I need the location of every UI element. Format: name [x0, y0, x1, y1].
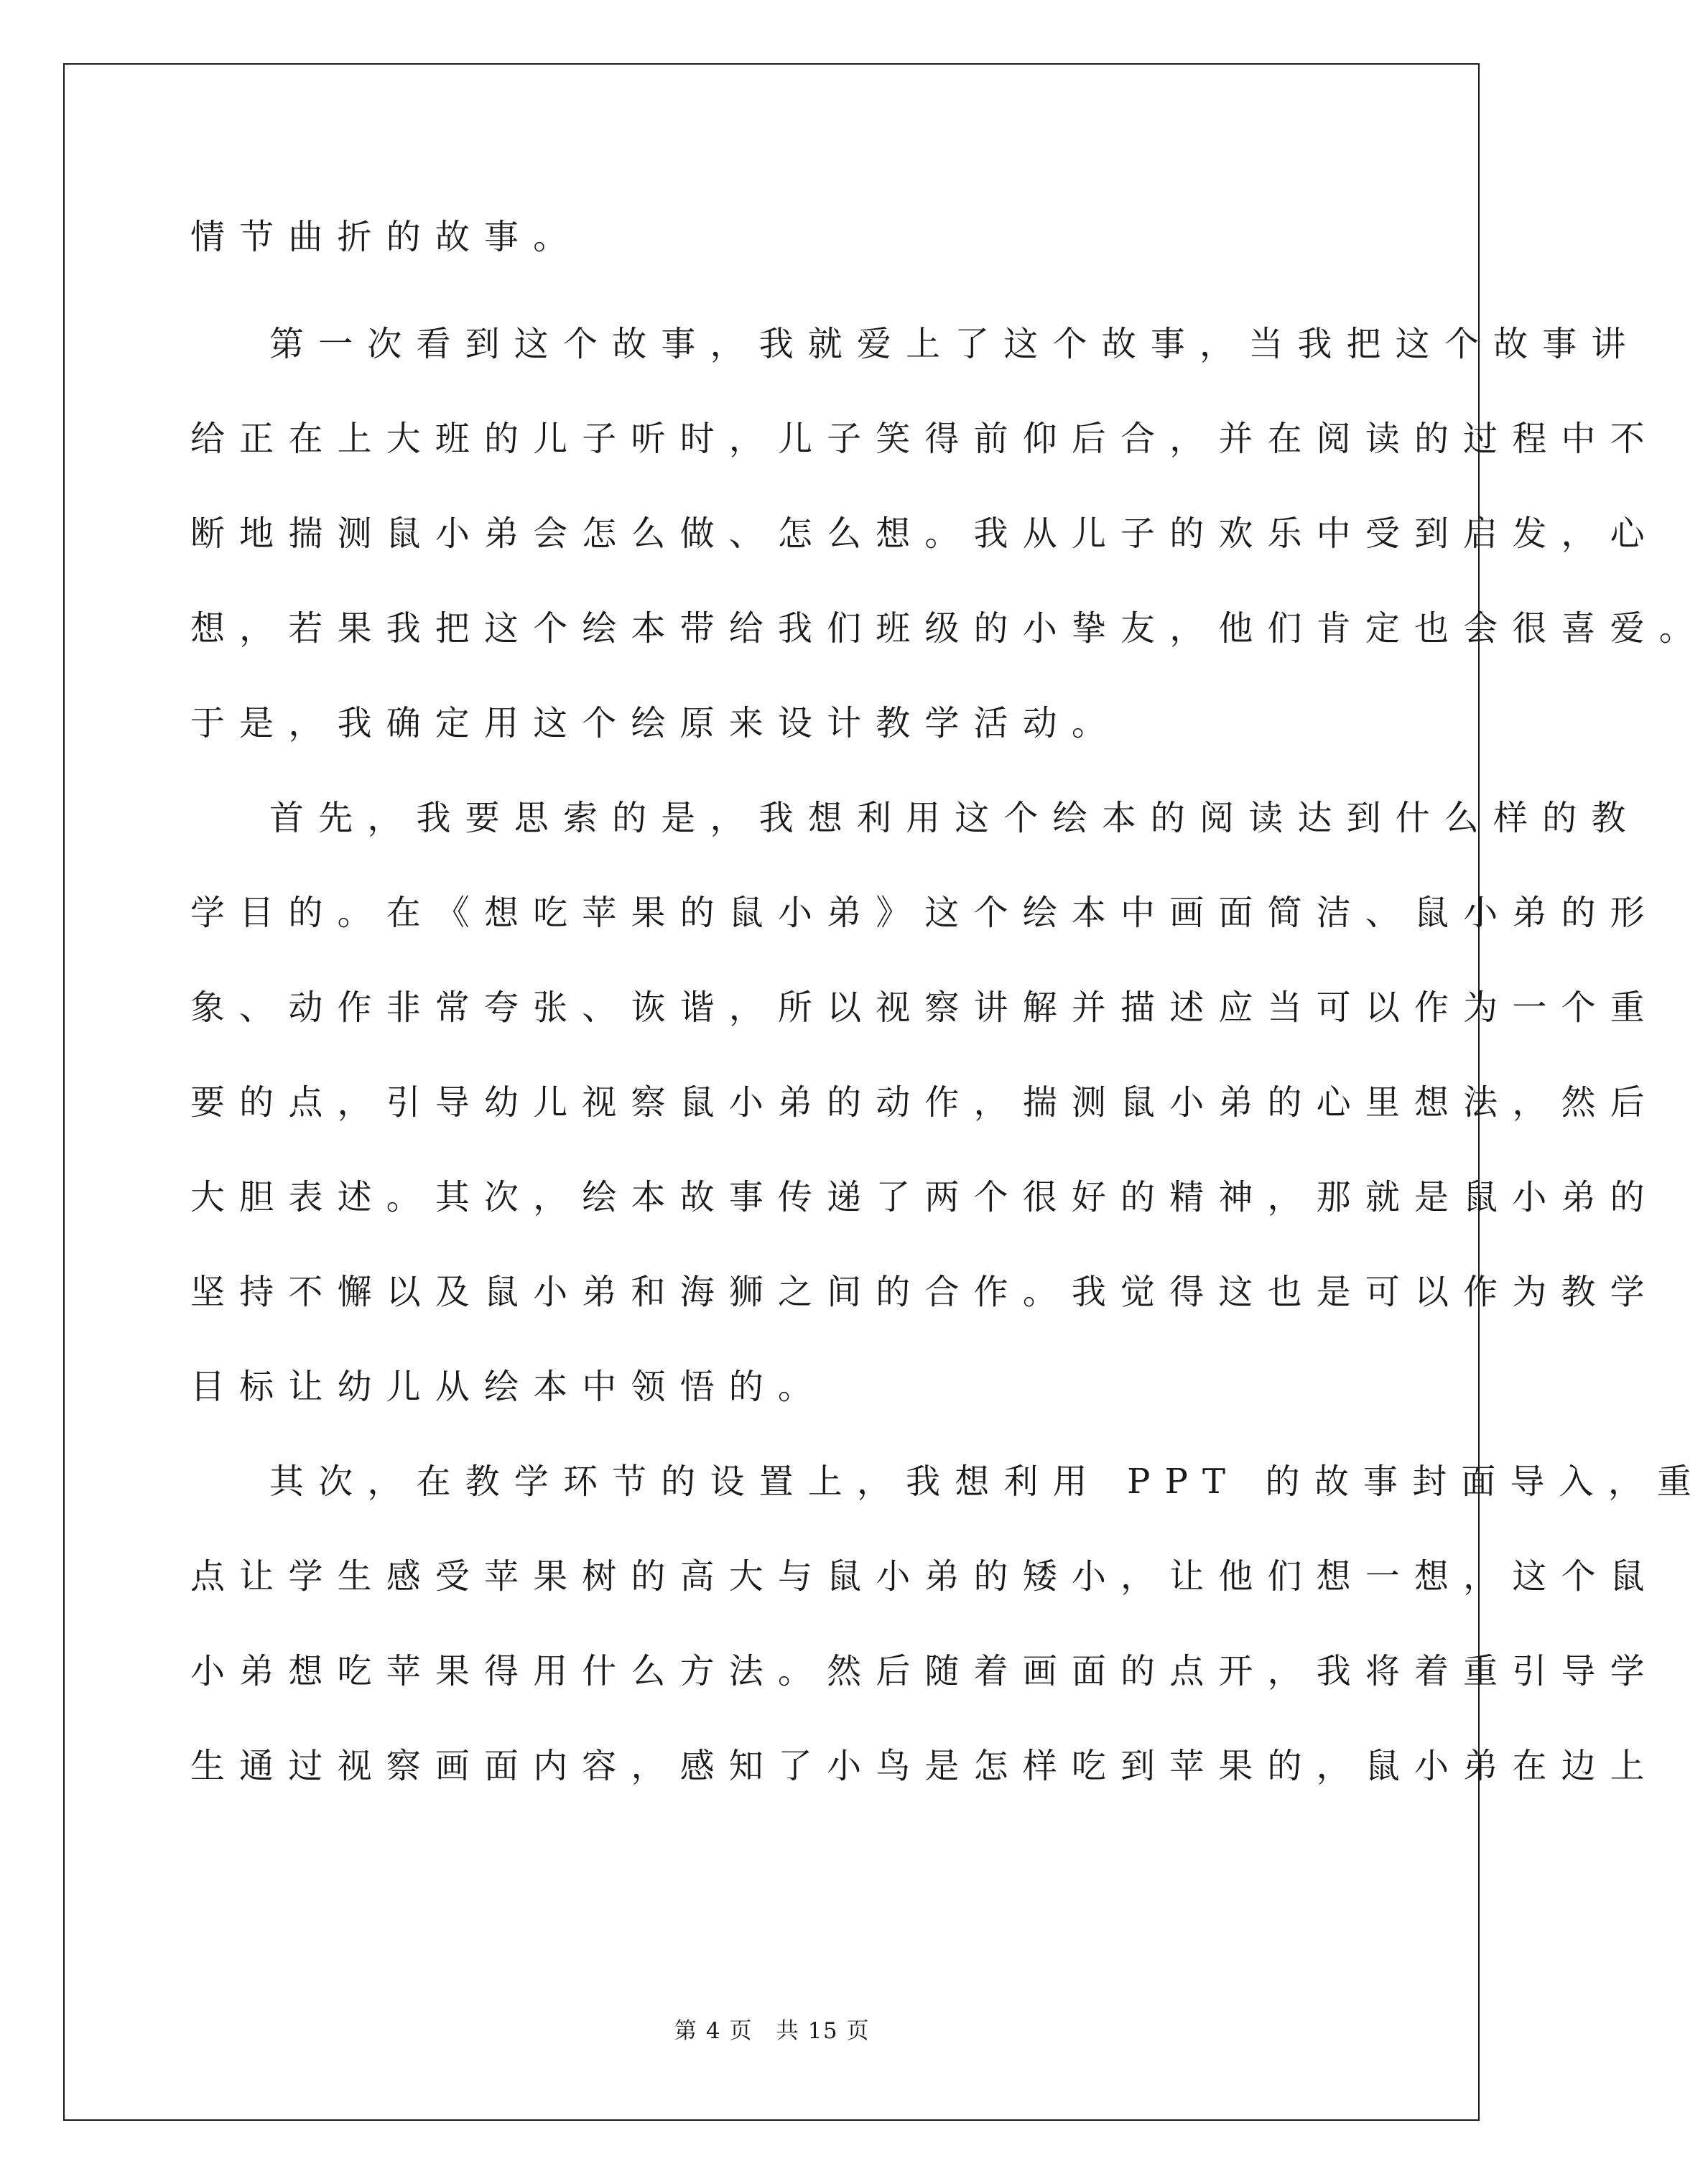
text-line-2: 第一次看到这个故事，我就爱上了这个故事，当我把这个故事讲: [269, 324, 1640, 364]
text-line-3: 给正在上大班的儿子听时，儿子笑得前仰后合，并在阅读的过程中不: [190, 419, 1659, 459]
text-line-11: 大胆表述。其次，绘本故事传递了两个很好的精神，那就是鼠小弟的: [190, 1177, 1659, 1217]
text-line-7: 首先，我要思索的是，我想利用这个绘本的阅读达到什么样的教: [269, 798, 1640, 838]
text-line-5: 想，若果我把这个绘本带给我们班级的小挚友，他们肯定也会很喜爱。: [190, 608, 1708, 649]
page-number-footer: 第 4 页 共 15 页: [674, 2018, 871, 2044]
text-line-10: 要的点，引导幼儿视察鼠小弟的动作，揣测鼠小弟的心里想法，然后: [190, 1082, 1659, 1123]
text-line-14: 其次，在教学环节的设置上，我想利用 PPT 的故事封面导入，重: [269, 1462, 1707, 1502]
text-line-8: 学目的。在《想吃苹果的鼠小弟》这个绘本中画面简洁、鼠小弟的形: [190, 893, 1659, 933]
text-line-6: 于是，我确定用这个绘原来设计教学活动。: [190, 703, 1121, 743]
text-line-15: 点让学生感受苹果树的高大与鼠小弟的矮小，让他们想一想，这个鼠: [190, 1556, 1659, 1597]
text-line-9: 象、动作非常夸张、诙谐，所以视察讲解并描述应当可以作为一个重: [190, 988, 1659, 1028]
text-line-1: 情节曲折的故事。: [190, 217, 583, 257]
text-line-17: 生通过视察画面内容，感知了小鸟是怎样吃到苹果的，鼠小弟在边上: [190, 1746, 1659, 1786]
text-line-12: 坚持不懈以及鼠小弟和海狮之间的合作。我觉得这也是可以作为教学: [190, 1272, 1659, 1312]
text-line-13: 目标让幼儿从绘本中领悟的。: [190, 1367, 827, 1407]
text-line-16: 小弟想吃苹果得用什么方法。然后随着画面的点开，我将着重引导学: [190, 1651, 1659, 1691]
text-line-4: 断地揣测鼠小弟会怎么做、怎么想。我从儿子的欢乐中受到启发，心: [190, 514, 1659, 554]
